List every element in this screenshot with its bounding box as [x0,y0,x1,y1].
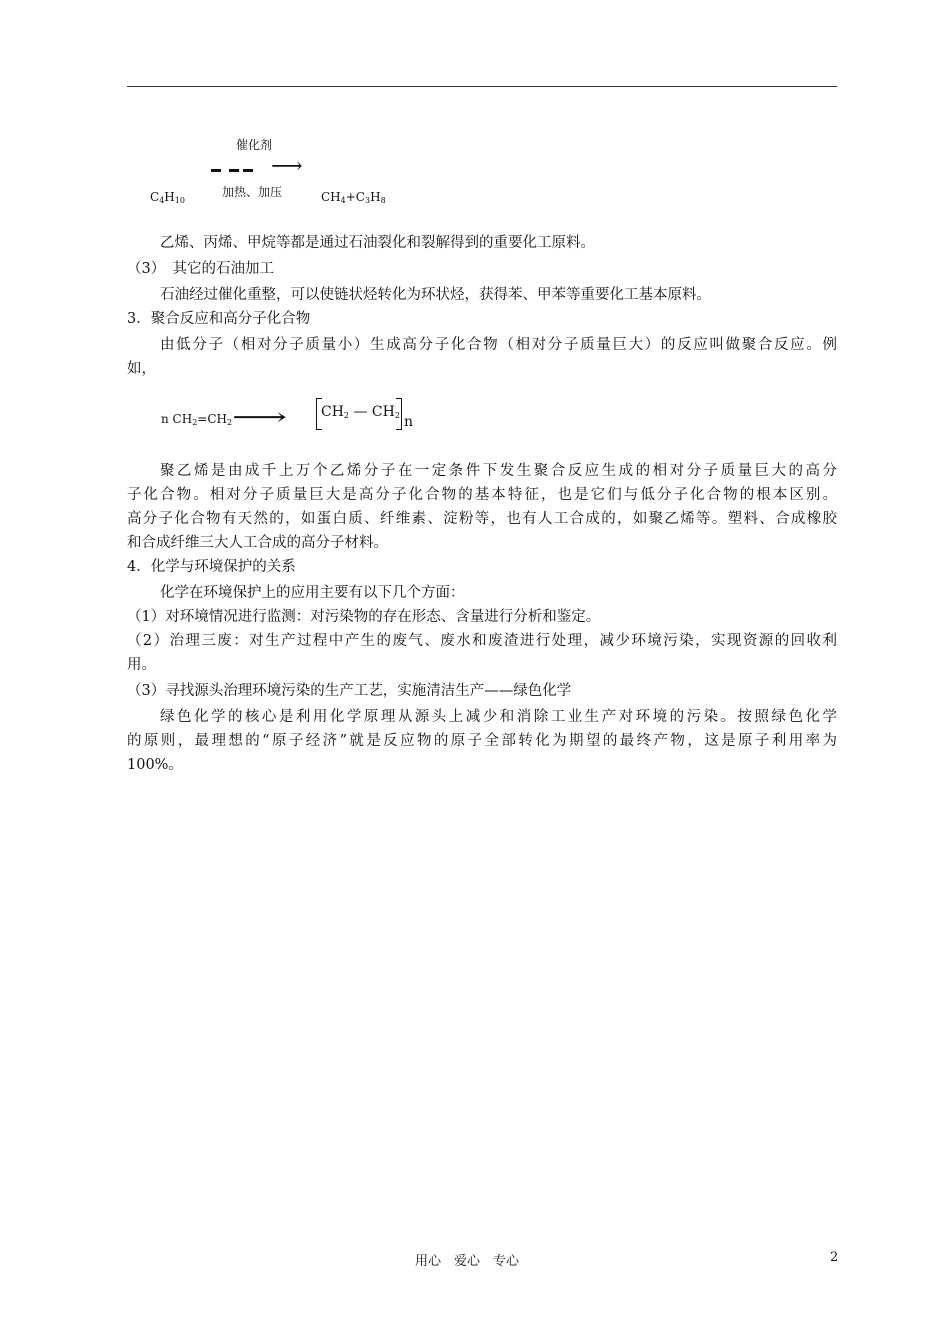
reaction1-conditions: 加热、加压 [222,185,283,199]
list-item-continuation: 用。 [127,657,156,673]
paragraph: 化学在环境保护上的应用主要有以下几个方面： [160,585,465,601]
paragraph: 乙烯、丙烯、甲烷等都是通过石油裂化和裂解得到的重要化工原料。 [160,235,595,251]
reaction2-arrow: ⟶ [232,403,288,431]
paragraph: 石油经过催化重整，可以使链状烃转化为环状烃，获得苯、甲苯等重要化工基本原料。 [160,287,711,303]
reaction2-subscript-n: n [404,414,414,430]
paragraph-line: 聚乙烯是由成千上万个乙烯分子在一定条件下发生聚合反应生成的相对分子质量巨大的高分 [160,463,837,479]
paragraph-line: 由低分子（相对分子质量小）生成高分子化合物（相对分子质量巨大）的反应叫做聚合反应。例 [160,337,837,353]
paragraph-line: 100%。 [127,757,183,773]
footer-motto: 用心 爱心 专心 [415,1254,520,1269]
reaction1-arrow: ⟶ [271,154,303,179]
list-item: （3）寻找源头治理环境污染的生产工艺，实施清洁生产——绿色化学 [127,683,572,699]
paragraph-line: 如， [127,361,156,377]
paragraph-line: 绿色化学的核心是利用化学原理从源头上减少和消除工业生产对环境的污染。按照绿色化学 [160,709,837,725]
reaction2-reactant: n $CH_2=CH_2$ [161,412,233,427]
header-rule [127,86,837,87]
paragraph-line: 高分子化合物有天然的，如蛋白质、纤维素、淀粉等，也有人工合成的，如聚乙烯等。塑料、合成橡胶 [127,511,837,527]
dashed-arrow-segment [229,169,239,172]
list-item: （2）治理三废：对生产过程中产生的废气、废水和废渣进行处理，减少环境污染，实现资源的回收利 [127,633,837,649]
dashed-arrow-segment [243,169,253,172]
list-item: （1）对环境情况进行监测：对污染物的存在形态、含量进行分析和鉴定。 [127,609,601,625]
reaction2-repeat-unit: $CH_2$ — $CH_2$ [321,404,400,420]
paragraph-line: 子化合物。相对分子质量巨大是高分子化合物的基本特征，也是它们与低分子化合物的根本区别。 [127,487,837,503]
paragraph-line: 的原则，最理想的“原子经济”就是反应物的原子全部转化为期望的最终产物，这是原子利用率为 [127,733,837,749]
dashed-arrow-segment [211,169,221,172]
paragraph-line: 和合成纤维三大人工合成的高分子材料。 [127,535,388,551]
page-number: 2 [830,1250,839,1265]
reaction1-catalyst: 催化剂 [236,138,273,152]
reaction1-products: $CH_4+C_3H_8$ [321,190,386,205]
section-title: 3．聚合反应和高分子化合物 [127,311,311,327]
section-heading: （3） 其它的石油加工 [127,261,274,277]
reaction1-reactant: $C_4H_{10}$ [150,190,185,205]
right-bracket [396,398,402,430]
section-title: 4．化学与环境保护的关系 [127,559,296,575]
